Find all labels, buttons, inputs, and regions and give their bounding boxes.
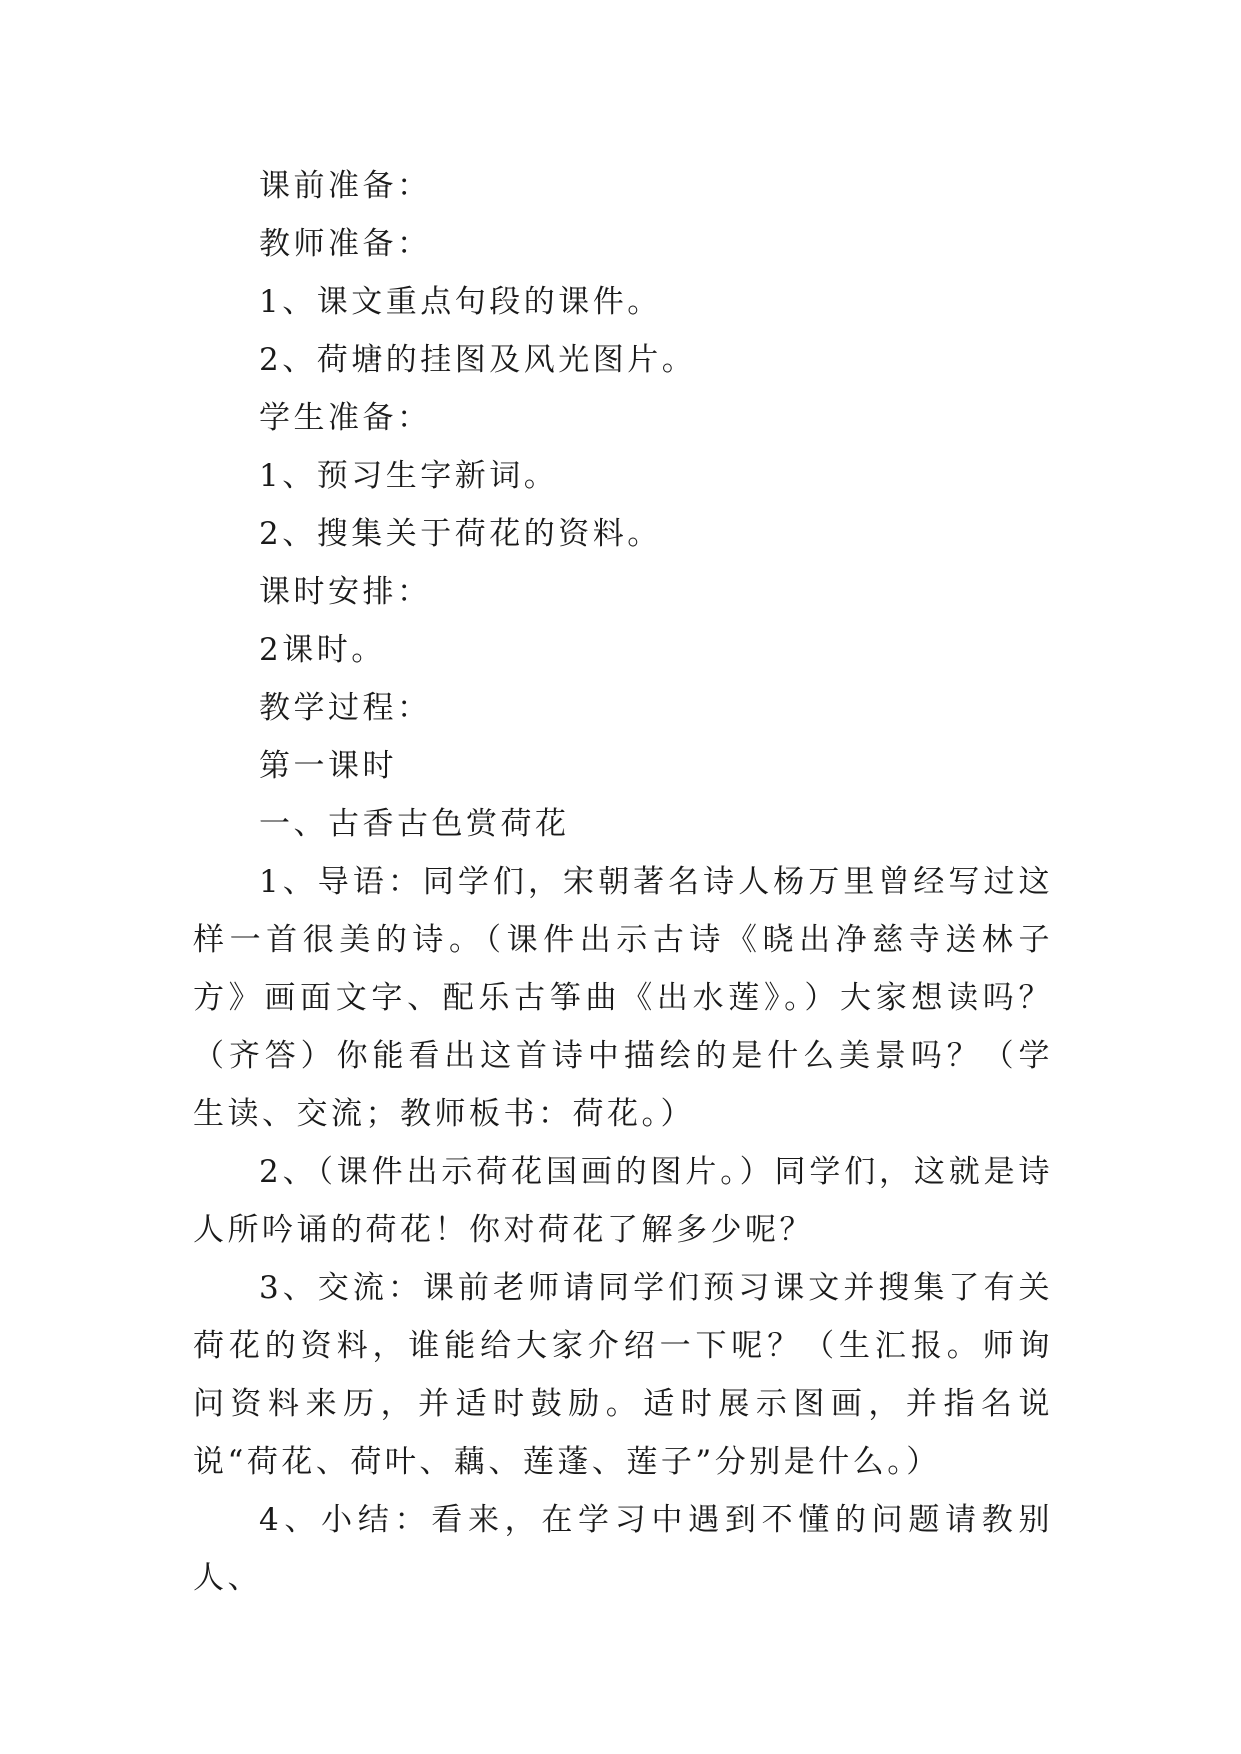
heading-teaching-process: 教学过程：	[259, 690, 432, 726]
schedule-value: 2课时。	[259, 632, 386, 668]
student-prep-item-2: 2、搜集关于荷花的资料。	[259, 516, 662, 552]
paragraph-3: 3、交流：课前老师请同学们预习课文并搜集了有关荷花的资料，谁能给大家介绍一下呢？（生汇报。师询问资料来历，并适时鼓励。适时展示图画，并指名说说“荷花、荷叶、藕、莲蓬、莲子”分别是什么。）	[193, 1270, 1053, 1480]
heading-first-lesson: 第一课时	[259, 748, 397, 784]
teacher-prep-item-2: 2、荷塘的挂图及风光图片。	[259, 342, 697, 378]
heading-preparation: 课前准备：	[259, 168, 432, 204]
heading-student-preparation: 学生准备：	[259, 400, 432, 436]
section-heading-1: 一、古香古色赏荷花	[259, 806, 570, 842]
student-prep-item-1: 1、预习生字新词。	[259, 458, 559, 494]
heading-teacher-preparation: 教师准备：	[259, 226, 432, 262]
document-body	[193, 157, 1053, 1607]
teacher-prep-item-1: 1、课文重点句段的课件。	[259, 284, 662, 320]
paragraph-2: 2、（课件出示荷花国画的图片。）同学们，这就是诗人所吟诵的荷花！你对荷花了解多少呢？	[193, 1154, 1053, 1248]
heading-schedule: 课时安排：	[259, 574, 432, 610]
paragraph-1: 1、导语：同学们，宋朝著名诗人杨万里曾经写过这样一首很美的诗。（课件出示古诗《晓出净慈寺送林子方》画面文字、配乐古筝曲《出水莲》。）大家想读吗？（齐答）你能看出这首诗中描绘的是什么美景吗？（学生读、交流；教师板书：荷花。）	[193, 864, 1053, 1132]
paragraph-4: 4、小结：看来，在学习中遇到不懂的问题请教别人、	[193, 1502, 1053, 1596]
